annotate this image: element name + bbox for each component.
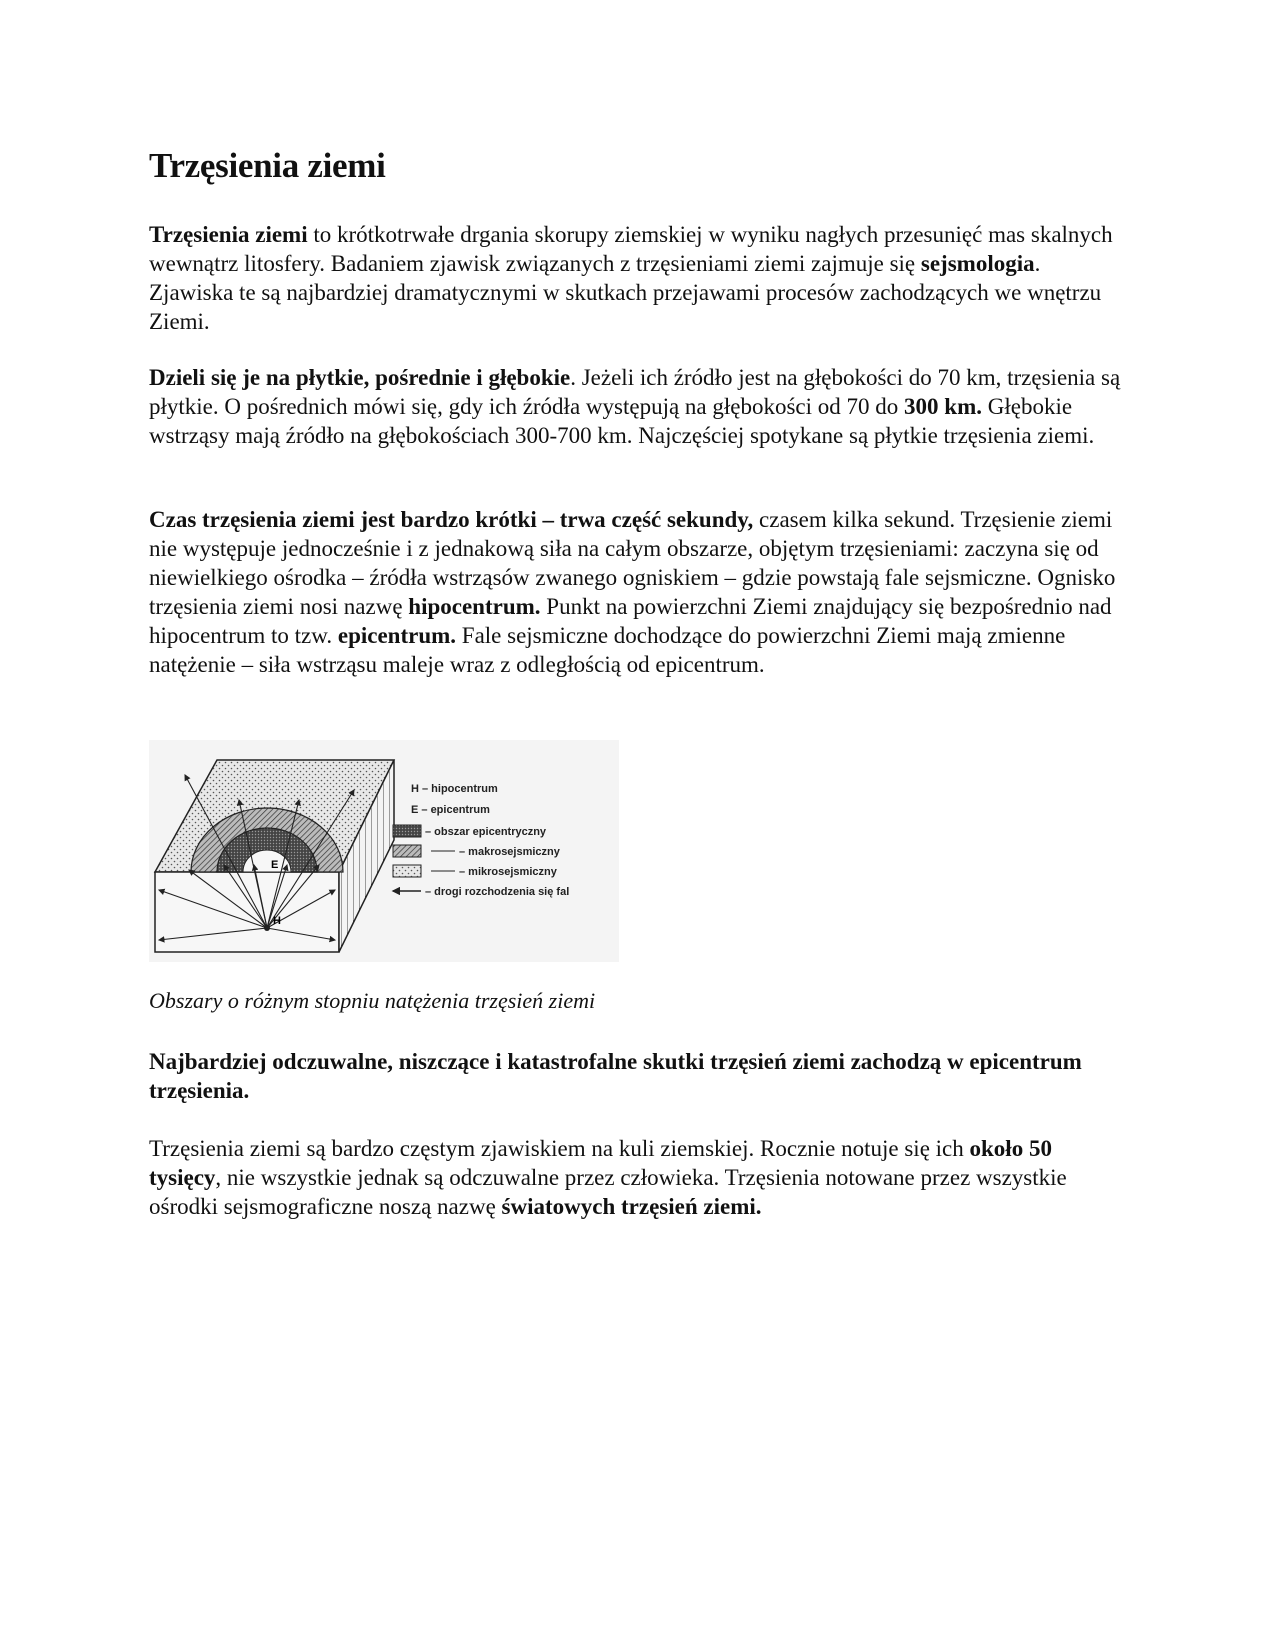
legend-item-epicentral: – obszar epicentryczny xyxy=(425,826,547,838)
diagram-legend xyxy=(393,783,569,898)
bold-term: Trzęsienia ziemi xyxy=(149,222,308,247)
bold-term: hipocentrum. xyxy=(408,594,541,619)
bold-term: Czas trzęsienia ziemi jest bardzo krótki – trwa część sekundy, xyxy=(149,507,754,532)
hipocenter-point xyxy=(264,925,270,931)
figure-caption: Obszary o różnym stopniu natężenia trzęsień ziemi xyxy=(149,988,596,1013)
paragraph-text: . Zjawiska te są najbardziej dramatycznymi w skutkach przejawami procesów zachodzących we wnętrzu Ziemi. xyxy=(149,251,1102,334)
paragraph-text: Głębokie wstrząsy mają źródło na głębokościach 300-700 km. Najczęściej spotykane są płytkie trzęsienia ziemi. xyxy=(149,394,1095,448)
bold-term: około 50 tysięcy xyxy=(149,1136,1052,1190)
legend-item-macroseismic: – makrosejsmiczny xyxy=(459,846,560,858)
bold-term: Dzieli się je na płytkie, pośrednie i głębokie xyxy=(149,365,571,390)
paragraph-frequency xyxy=(149,1134,1129,1221)
paragraph-depth-types xyxy=(149,363,1129,450)
label-e: E xyxy=(271,859,279,871)
bold-term: sejsmologia xyxy=(920,251,1035,276)
paragraph-text: to krótkotrwałe drgania skorupy ziemskiej w wyniku nagłych przesunięć mas skalnych wewnątrz litosfery. Badaniem zjawisk związanych z trzęsieniami ziemi zajmuje się xyxy=(149,222,1113,276)
bold-term: światowych trzęsień ziemi. xyxy=(501,1194,762,1219)
paragraph-text: . Jeżeli ich źródło jest na głębokości do 70 km, trzęsienia są płytkie. O pośrednich mówi się, gdy ich źródła występują na głębokości od 70 do xyxy=(149,365,1121,419)
legend-item-hipocentrum: H – hipocentrum xyxy=(411,783,498,795)
paragraph-text: czasem kilka sekund. Trzęsienie ziemi nie występuje jednocześnie i z jednakową siła na całym obszarze, objętym trzęsieniami: zaczyna się od niewielkiego ośrodka – źródła wstrząsów zwanego ogniskiem – gdzie powstają fale sejsmiczne. Ognisko trzęsienia ziemi nosi nazwę xyxy=(149,507,1116,619)
bold-term: epicentrum. xyxy=(337,623,457,648)
earthquake-diagram-svg xyxy=(149,740,619,962)
paragraph-text: Fale sejsmiczne dochodzące do powierzchni Ziemi mają zmienne natężenie – siła wstrząsu maleje wraz z odległością od epicentrum. xyxy=(149,623,1066,677)
paragraph-text: , nie wszystkie jednak są odczuwalne przez człowieka. Trzęsienia notowane przez wszystkie ośrodki sejsmograficzne noszą nazwę xyxy=(149,1165,1067,1219)
bold-term: 300 km. xyxy=(904,394,982,419)
legend-swatch-microseismic xyxy=(393,865,421,877)
legend-swatch-epicentral xyxy=(393,825,421,837)
label-h: H xyxy=(273,915,281,927)
legend-item-microseismic: – mikrosejsmiczny xyxy=(459,866,557,878)
legend-swatch-macroseismic xyxy=(393,845,421,857)
paragraph-text: Trzęsienia ziemi są bardzo częstym zjawiskiem na kuli ziemskiej. Rocznie notuje się ich xyxy=(149,1136,970,1161)
paragraph-definition xyxy=(149,220,1129,336)
paragraph-duration xyxy=(149,505,1129,679)
paragraph-epicenter-effects: Najbardziej odczuwalne, niszczące i katastrofalne skutki trzęsień ziemi zachodzą w epicentrum trzęsienia. xyxy=(149,1049,1082,1103)
paragraph-text: Punkt na powierzchni Ziemi znajdujący się bezpośrednio nad hipocentrum to tzw. xyxy=(149,594,1112,648)
page-title: Trzęsienia ziemi xyxy=(149,146,386,185)
legend-item-wave-paths: – drogi rozchodzenia się fal xyxy=(425,886,570,898)
earthquake-diagram xyxy=(149,740,619,962)
legend-item-epicentrum: E – epicentrum xyxy=(411,804,490,816)
